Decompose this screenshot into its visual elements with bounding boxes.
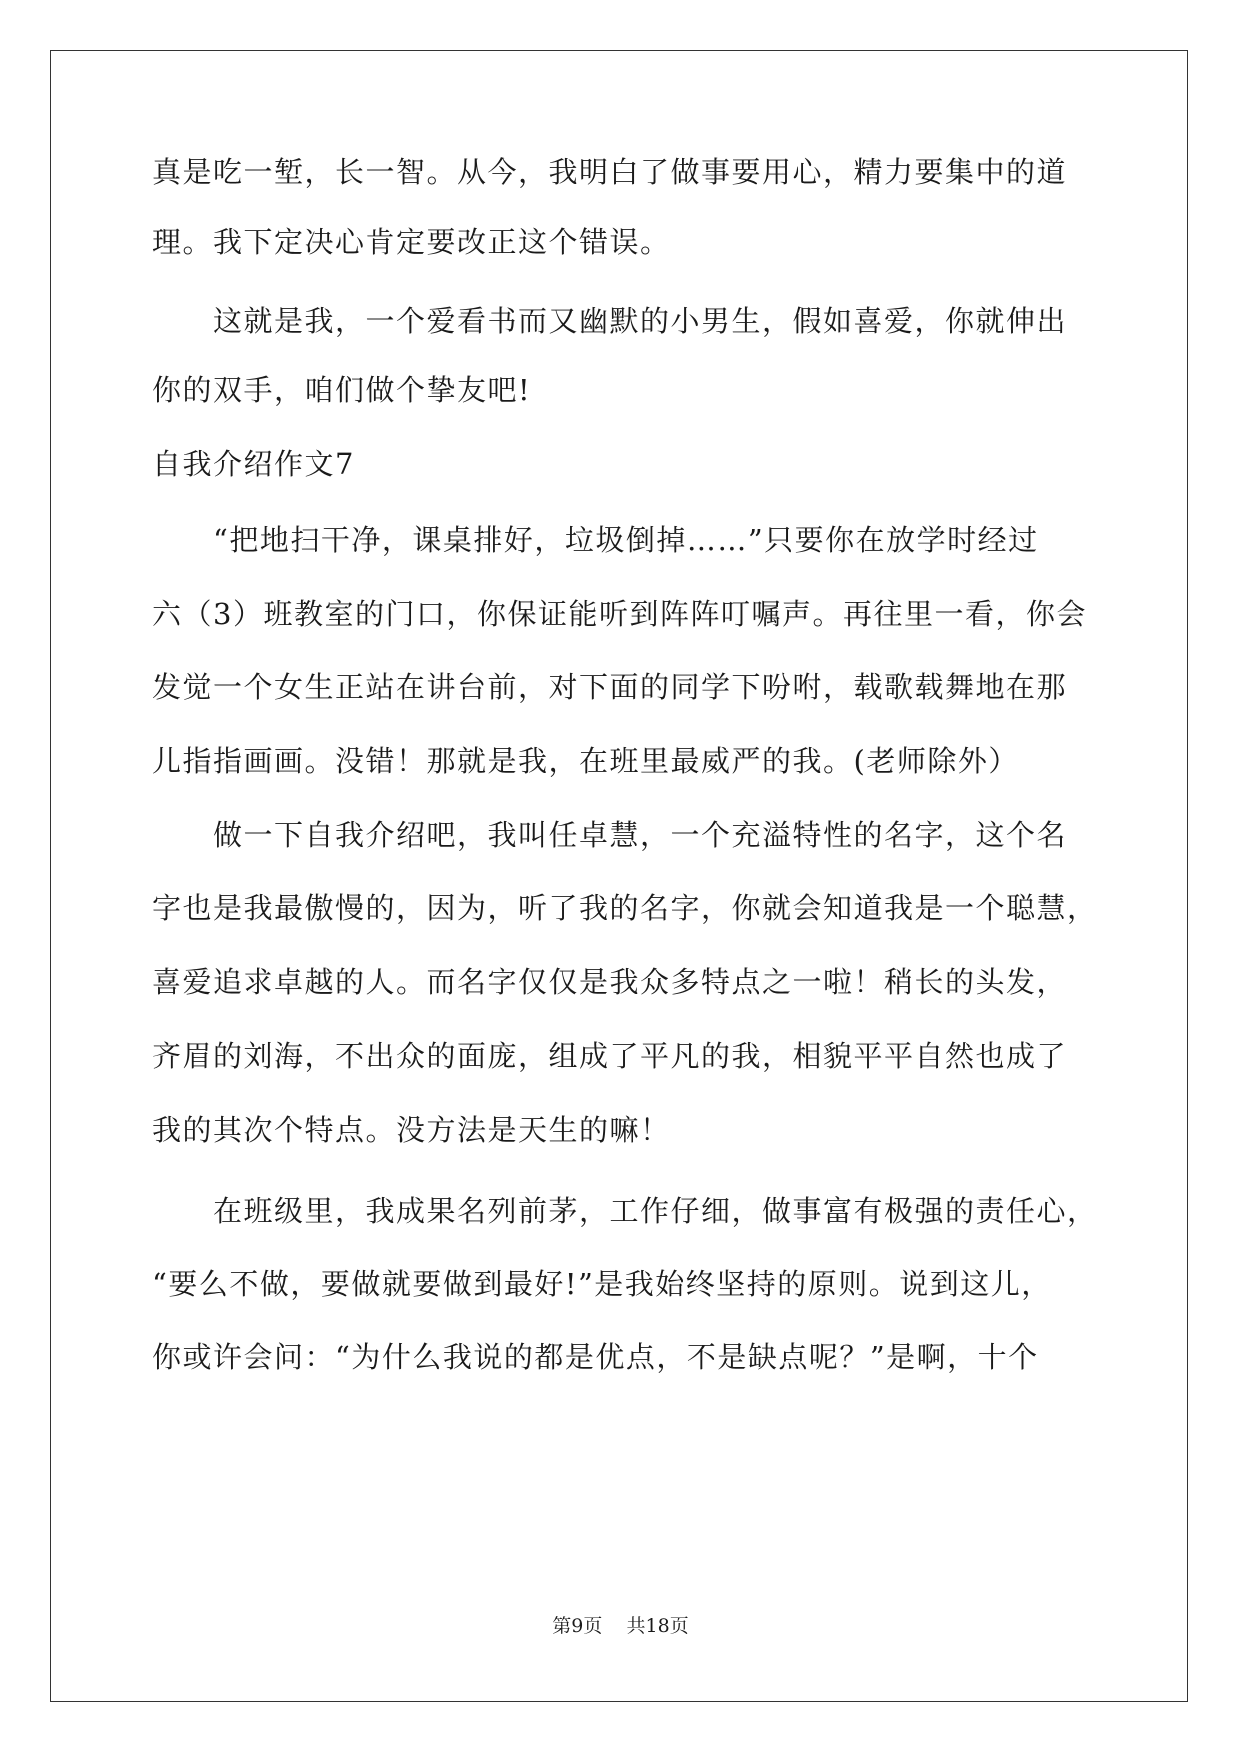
text-line: 在班级里，我成果名列前茅，工作仔细，做事富有极强的责任心， [213, 1194, 1098, 1228]
text-line: 齐眉的刘海，不出众的面庞，组成了平凡的我，相貌平平自然也成了 [152, 1039, 1068, 1073]
text-line: 做一下自我介绍吧，我叫任卓慧，一个充溢特性的名字，这个名 [213, 818, 1068, 852]
text-line: 这就是我，一个爱看书而又幽默的小男生，假如喜爱，你就伸出 [213, 304, 1068, 338]
text-line: “把地扫干净，课桌排好，垃圾倒掉……”只要你在放学时经过 [213, 523, 1039, 557]
text-line: 儿指指画画。没错！那就是我，在班里最威严的我。(老师除外） [152, 744, 1019, 778]
text-line: 我的其次个特点。没方法是天生的嘛！ [152, 1113, 671, 1147]
page-border [50, 50, 1188, 1702]
text-line: 你或许会问：“为什么我说的都是优点，不是缺点呢？”是啊，十个 [152, 1340, 1039, 1374]
text-line: 六（3）班教室的门口，你保证能听到阵阵叮嘱声。再往里一看，你会 [152, 597, 1087, 631]
text-line: 你的双手，咱们做个挚友吧! [152, 373, 532, 407]
text-line: “要么不做，要做就要做到最好!”是我始终坚持的原则。说到这儿， [152, 1267, 1052, 1301]
page-number-footer: 第9页 共18页 [552, 1615, 689, 1637]
text-line: 发觉一个女生正站在讲台前，对下面的同学下吩咐，载歌载舞地在那 [152, 670, 1068, 704]
text-line: 真是吃一堑，长一智。从今，我明白了做事要用心，精力要集中的道 [152, 155, 1068, 189]
text-line: 字也是我最傲慢的，因为，听了我的名字，你就会知道我是一个聪慧， [152, 891, 1098, 925]
text-line: 理。我下定决心肯定要改正这个错误。 [152, 225, 671, 259]
text-line: 喜爱追求卓越的人。而名字仅仅是我众多特点之一啦！稍长的头发， [152, 965, 1068, 999]
section-heading: 自我介绍作文7 [152, 447, 355, 481]
